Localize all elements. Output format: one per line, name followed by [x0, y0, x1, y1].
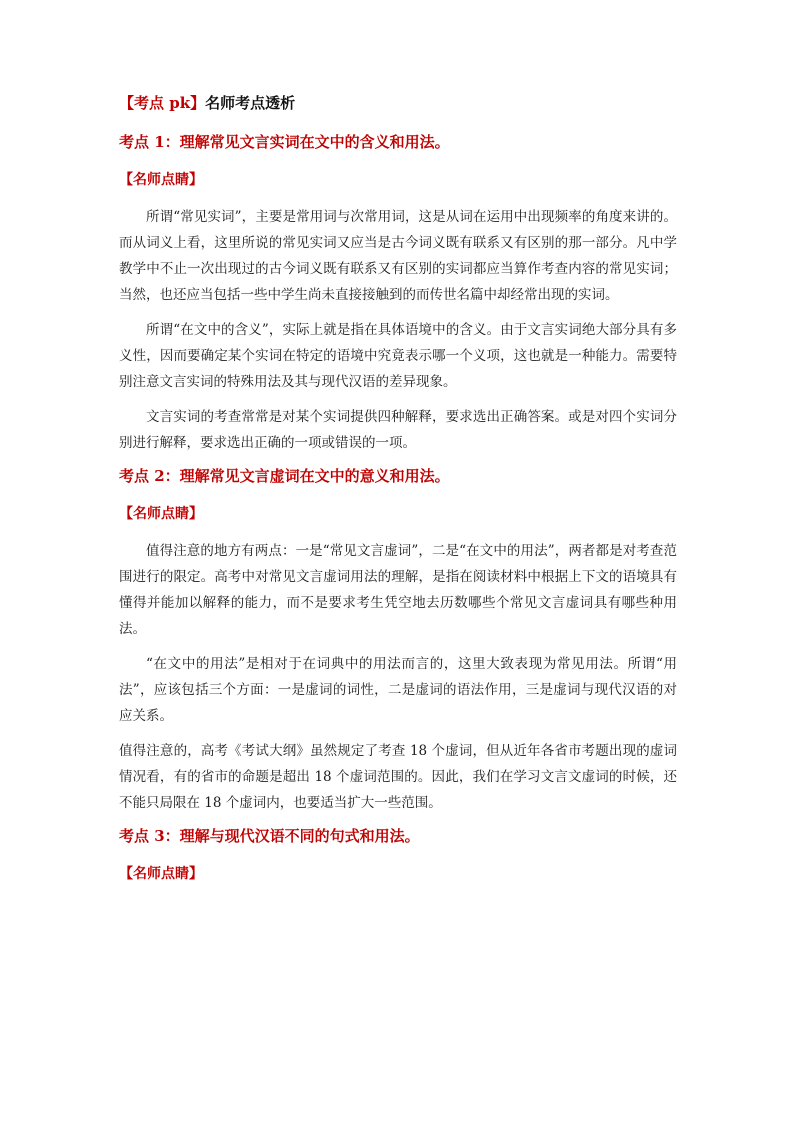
- document-page: [119, 92, 677, 898]
- header-title: 名师考点透析: [205, 94, 296, 112]
- page-header: [119, 92, 677, 114]
- tip-label-3: 【名师点睛】: [119, 866, 203, 882]
- section-heading-2: 考点 2：理解常见文言虚词在文中的意义和用法。: [119, 467, 450, 485]
- section-heading-3: 考点 3：理解与现代汉语不同的句式和用法。: [119, 827, 420, 845]
- section-heading-1: 考点 1：理解常见文言实词在文中的含义和用法。: [119, 133, 450, 151]
- header-tag: 【考点 pk】: [119, 94, 206, 112]
- paragraph-1-3: 文言实词的考查常常是对某个实词提供四种解释，要求选出正确答案。或是对四个实词分别进行解释，要求选出正确的一项或错误的一项。: [119, 409, 677, 451]
- paragraph-2-3: 值得注意的，高考《考试大纲》虽然规定了考查 18 个虚词，但从近年各省市考题出现的虚词情况看，有的省市的命题是超出 18 个虚词范围的。因此，我们在学习文言文虚词的时候，还不能只局限在 18 个虚词内，也要适当扩大一些范围。: [119, 743, 677, 811]
- paragraph-1-2: 所谓“在文中的含义”，实际上就是指在具体语境中的含义。由于文言实词绝大部分具有多义性，因而要确定某个实词在特定的语境中究竟表示哪一个义项，这也就是一种能力。需要特别注意文言实词的特殊用法及其与现代汉语的差异现象。: [119, 322, 677, 390]
- tip-label-2: 【名师点睛】: [119, 506, 203, 522]
- paragraph-2-2: “在文中的用法”是相对于在词典中的用法而言的，这里大致表现为常见用法。所谓“用法”，应该包括三个方面：一是虚词的词性，二是虚词的语法作用，三是虚词与现代汉语的对应关系。: [119, 656, 677, 724]
- paragraph-2-1: 值得注意的地方有两点：一是“常见文言虚词”，二是“在文中的用法”，两者都是对考查范围进行的限定。高考中对常见文言虚词用法的理解，是指在阅读材料中根据上下文的语境具有懂得并能加以解释的能力，而不是要求考生凭空地去历数哪些个常见文言虚词具有哪些种用法。: [119, 543, 677, 637]
- paragraph-1-1: 所谓“常见实词”，主要是常用词与次常用词，这是从词在运用中出现频率的角度来讲的。而从词义上看，这里所说的常见实词又应当是古今词义既有联系又有区别的那一部分。凡中学教学中不止一次出现过的古今词义既有联系又有区别的实词都应当算作考查内容的常见实词；当然，也还应当包括一些中学生尚未直接接触到的而传世名篇中却经常出现的实词。: [119, 209, 677, 303]
- tip-label-1: 【名师点睛】: [119, 172, 203, 188]
